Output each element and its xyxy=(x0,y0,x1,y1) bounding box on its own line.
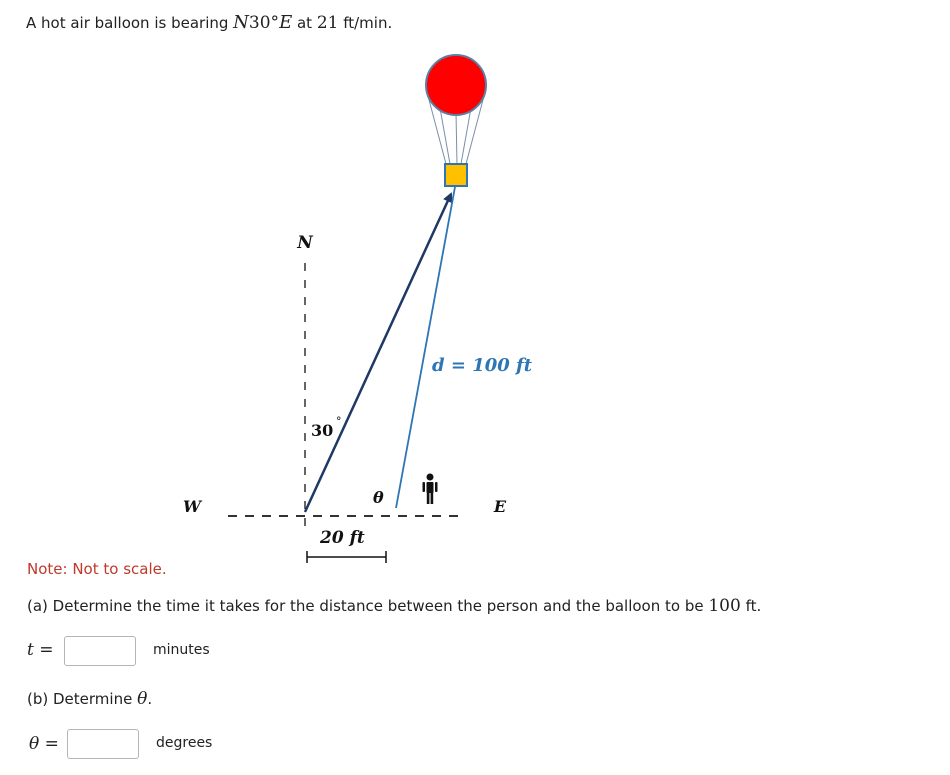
distance-label: d = 100 ft xyxy=(432,355,533,376)
degrees-unit: degrees xyxy=(156,735,213,751)
minutes-unit: minutes xyxy=(153,642,210,658)
part-a-suffix: ft. xyxy=(740,597,762,615)
part-b-question xyxy=(27,689,152,709)
intro-mid: at xyxy=(292,14,317,32)
balloon-icon xyxy=(426,55,486,115)
theta-answer-input[interactable] xyxy=(67,729,139,759)
sight-line xyxy=(396,187,455,508)
degree-mark: ° xyxy=(336,415,342,428)
intro-suffix: ft/min. xyxy=(338,14,393,32)
bearing-degrees: 30° xyxy=(248,13,280,33)
speed-value: 21 xyxy=(316,13,339,33)
theta-label: θ xyxy=(373,488,384,507)
balloon-path-line xyxy=(305,194,451,512)
bearing-n: N xyxy=(233,12,249,33)
intro-prefix: A hot air balloon is bearing xyxy=(26,14,234,32)
west-label: W xyxy=(183,497,201,516)
t-variable: t = xyxy=(27,640,54,660)
part-a-prefix: (a) Determine the time it takes for the distance between the person and the balloon to be xyxy=(27,597,709,615)
theta-variable: θ = xyxy=(29,734,59,754)
angle-label: 30 xyxy=(311,421,334,440)
offset-label: 20 ft xyxy=(320,528,365,548)
part-a-question xyxy=(27,596,761,616)
part-b-suffix: . xyxy=(147,690,153,708)
basket-icon xyxy=(445,164,467,186)
time-answer-input[interactable] xyxy=(64,636,136,666)
part-a-var-label xyxy=(27,640,53,660)
part-b-theta: θ xyxy=(137,689,148,709)
part-b-prefix: (b) Determine xyxy=(27,690,138,708)
east-label: E xyxy=(493,497,507,516)
scale-note: Note: Not to scale. xyxy=(27,560,167,578)
part-b-var-label xyxy=(29,734,59,754)
north-label: N xyxy=(297,233,313,253)
bearing-e: E xyxy=(279,12,293,33)
part-a-value: 100 xyxy=(708,596,741,616)
person-icon xyxy=(423,474,438,505)
